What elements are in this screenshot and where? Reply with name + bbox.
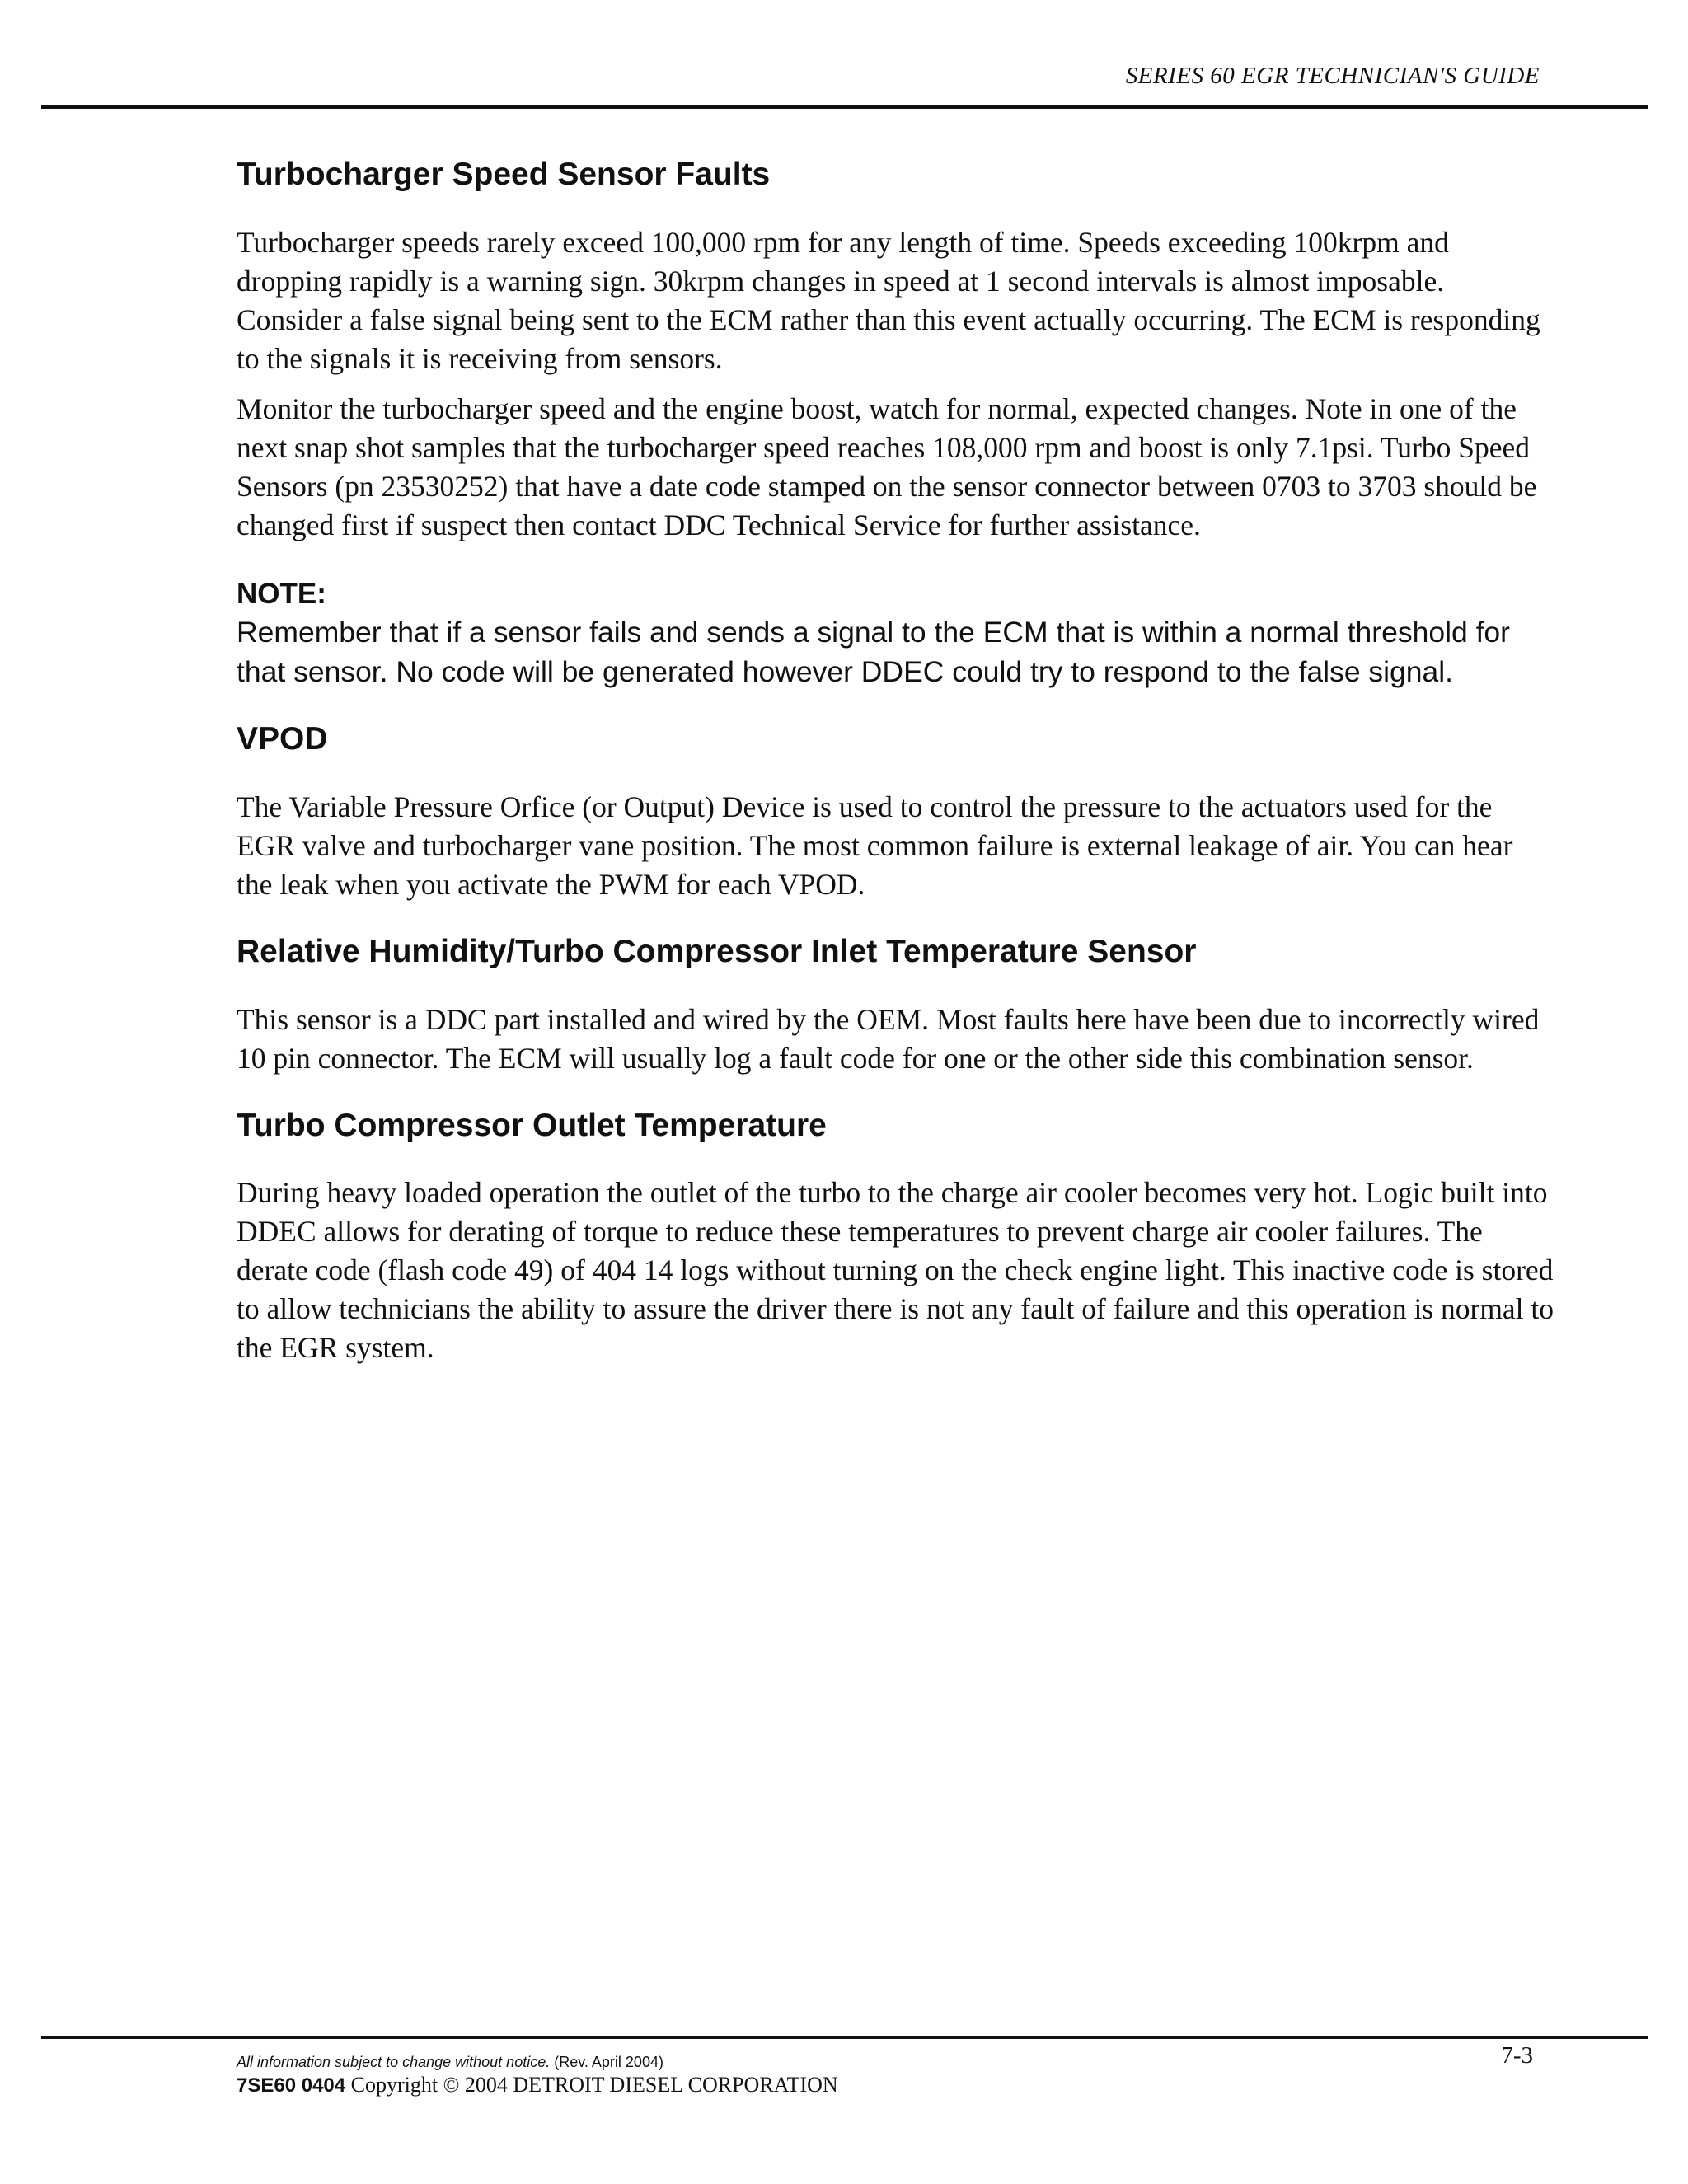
page-content	[237, 157, 1555, 1379]
note-text: Remember that if a sensor fails and sends a signal to the ECM that is within a normal threshold for that sensor. No code will be generated however DDEC could try to respond to the false signal.	[237, 615, 1510, 688]
footer-rule	[41, 2036, 1648, 2039]
footer-notice: All information subject to change without notice.	[237, 2054, 551, 2070]
paragraph: During heavy loaded operation the outlet of the turbo to the charge air cooler becomes very hot. Logic built into DDEC allows for derating of torque to reduce these temperatures to prevent charge air cooler failures. The derate code (flash code 49) of 404 14 logs without turning on the check engine light. This inactive code is stored to allow technicians the ability to assure the driver there is not any fault of failure and this operation is normal to the EGR system.	[237, 1176, 1554, 1365]
running-head: SERIES 60 EGR TECHNICIAN'S GUIDE	[1125, 63, 1540, 89]
section-heading: VPOD	[237, 720, 328, 757]
page-number: 7-3	[1501, 2042, 1533, 2069]
section-humidity-sensor	[237, 934, 1555, 1078]
note-block	[237, 578, 1555, 691]
footer-revision: (Rev. April 2004)	[554, 2054, 663, 2070]
paragraph: This sensor is a DDC part installed and wired by the OEM. Most faults here have been due to incorrectly wired 10 pin connector. The ECM will usually log a fault code for one or the other side this combination sensor.	[237, 1002, 1540, 1075]
paragraph: Turbocharger speeds rarely exceed 100,000 rpm for any length of time. Speeds exceeding 100krpm and dropping rapidly is a warning sign. 30krpm changes in speed at 1 second intervals is almost imposable. Consider a false signal being sent to the ECM rather than this event actually occurring. The ECM is responding to the signals it is receiving from sensors.	[237, 225, 1540, 375]
section-heading: Turbo Compressor Outlet Temperature	[237, 1107, 827, 1143]
section-outlet-temperature	[237, 1108, 1555, 1368]
section-vpod	[237, 721, 1555, 904]
section-heading: Relative Humidity/Turbo Compressor Inlet Temperature Sensor	[237, 933, 1197, 969]
footer-notice-line	[237, 2052, 838, 2072]
footer-copyright: Copyright © 2004 DETROIT DIESEL CORPORATION	[350, 2073, 838, 2097]
section-turbo-speed-sensor	[237, 157, 1555, 545]
paragraph: The Variable Pressure Orfice (or Output) Device is used to control the pressure to the actuators used for the EGR valve and turbocharger vane position. The most common failure is external leakage of air. You can hear the leak when you activate the PWM for each VPOD.	[237, 790, 1513, 901]
header-rule	[41, 105, 1648, 109]
footer	[237, 2052, 838, 2099]
section-heading: Turbocharger Speed Sensor Faults	[237, 157, 771, 192]
note-label: NOTE:	[237, 577, 326, 610]
footer-copyright-line	[237, 2072, 838, 2099]
footer-doc-code: 7SE60 0404	[237, 2074, 346, 2097]
paragraph: Monitor the turbocharger speed and the engine boost, watch for normal, expected changes. Note in one of the next snap shot samples that the turbocharger speed reaches 108,000 rpm and boost is only 7.1psi. Turbo Speed Sensors (pn 23530252) that have a date code stamped on the sensor connector between 0703 to 3703 should be changed first if suspect then contact DDC Technical Service for further assistance.	[237, 391, 1537, 541]
